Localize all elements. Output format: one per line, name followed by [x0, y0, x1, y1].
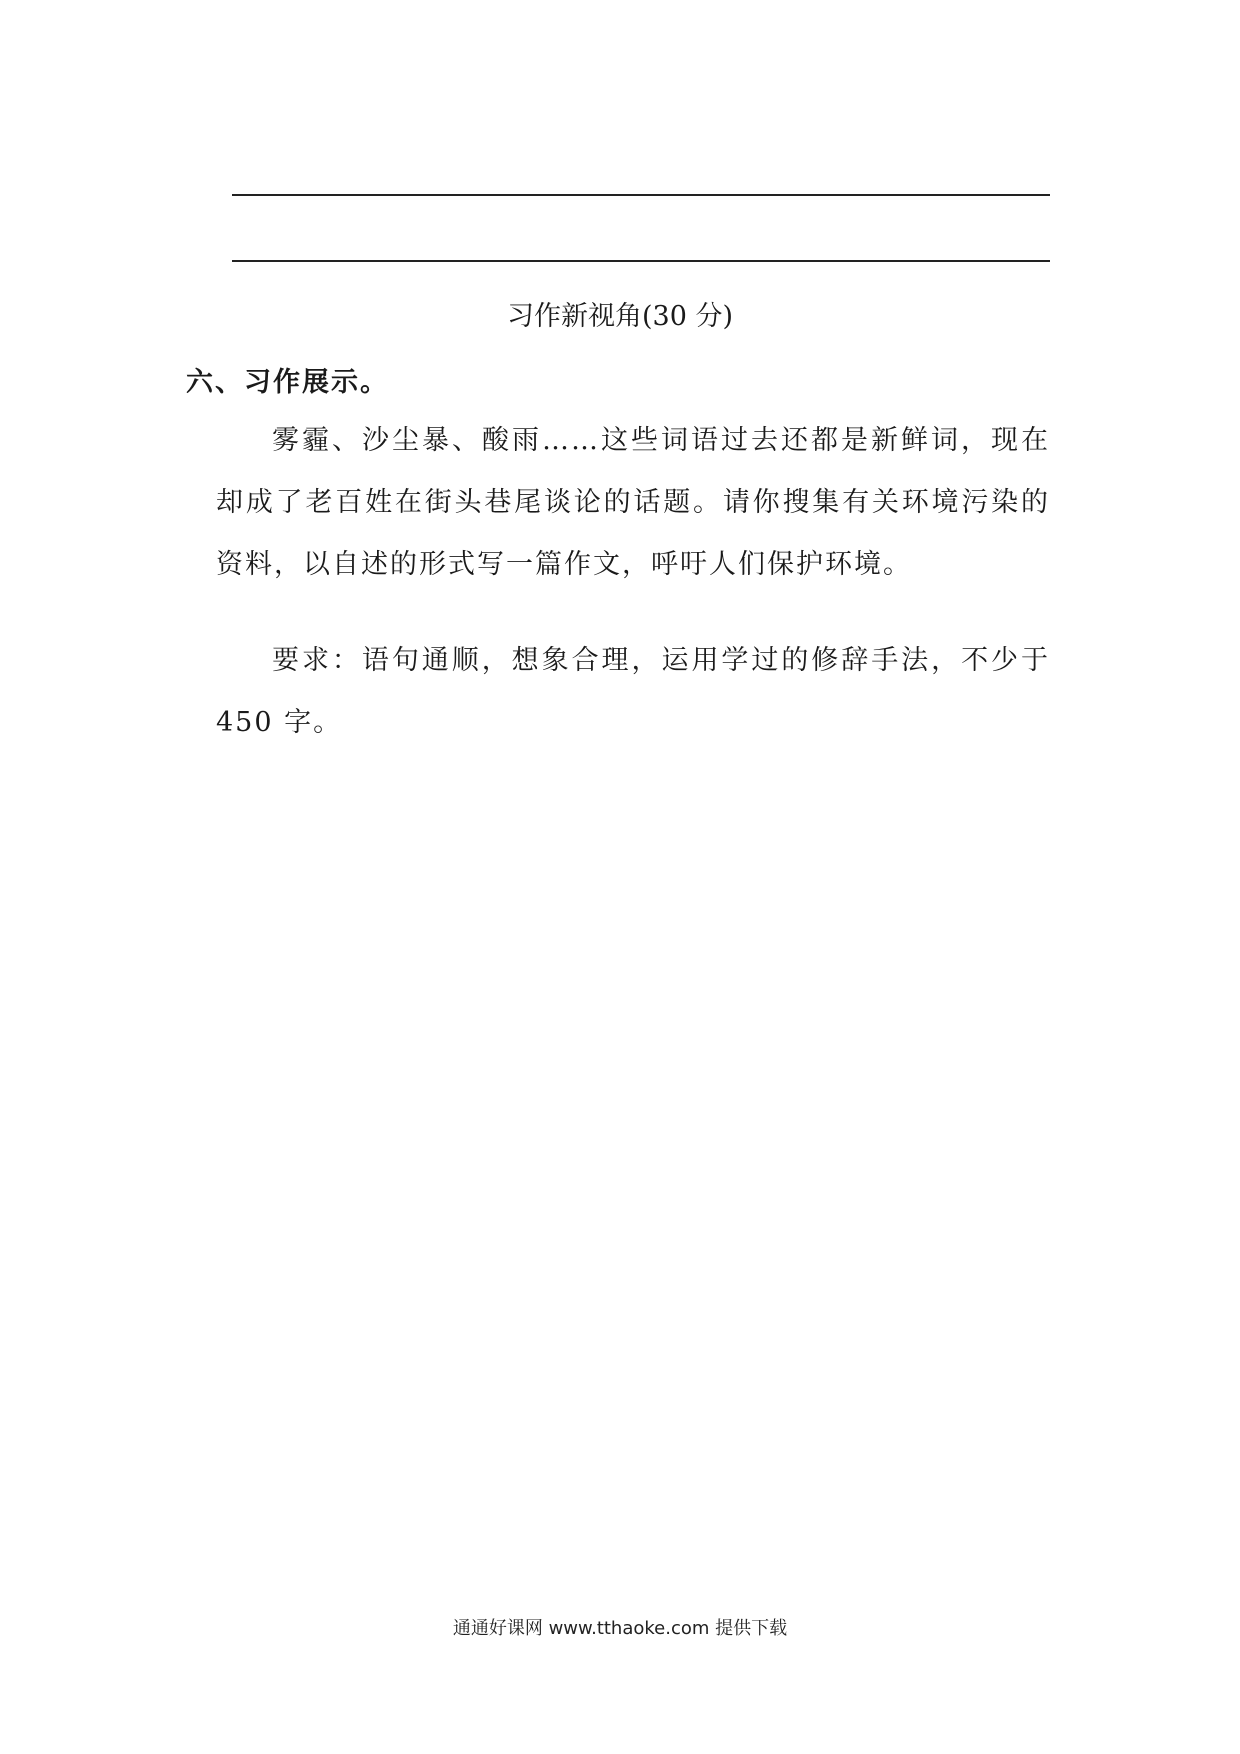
prompt-paragraph: 雾霾、沙尘暴、酸雨……这些词语过去还都是新鲜词，现在却成了老百姓在街头巷尾谈论的话题。请你搜集有关环境污染的资料，以自述的形式写一篇作文，呼吁人们保护环境。 [216, 425, 1050, 580]
requirements-paragraph: 要求：语句通顺，想象合理，运用学过的修辞手法，不少于 450 字。 [216, 645, 1050, 738]
page-footer: 通通好课网 www.tthaoke.com 提供下载 [452, 1618, 788, 1639]
answer-line [232, 260, 1050, 262]
answer-line [232, 194, 1050, 196]
section-title: 习作新视角(30 分) [506, 301, 733, 332]
question-heading: 六、习作展示。 [186, 367, 389, 398]
